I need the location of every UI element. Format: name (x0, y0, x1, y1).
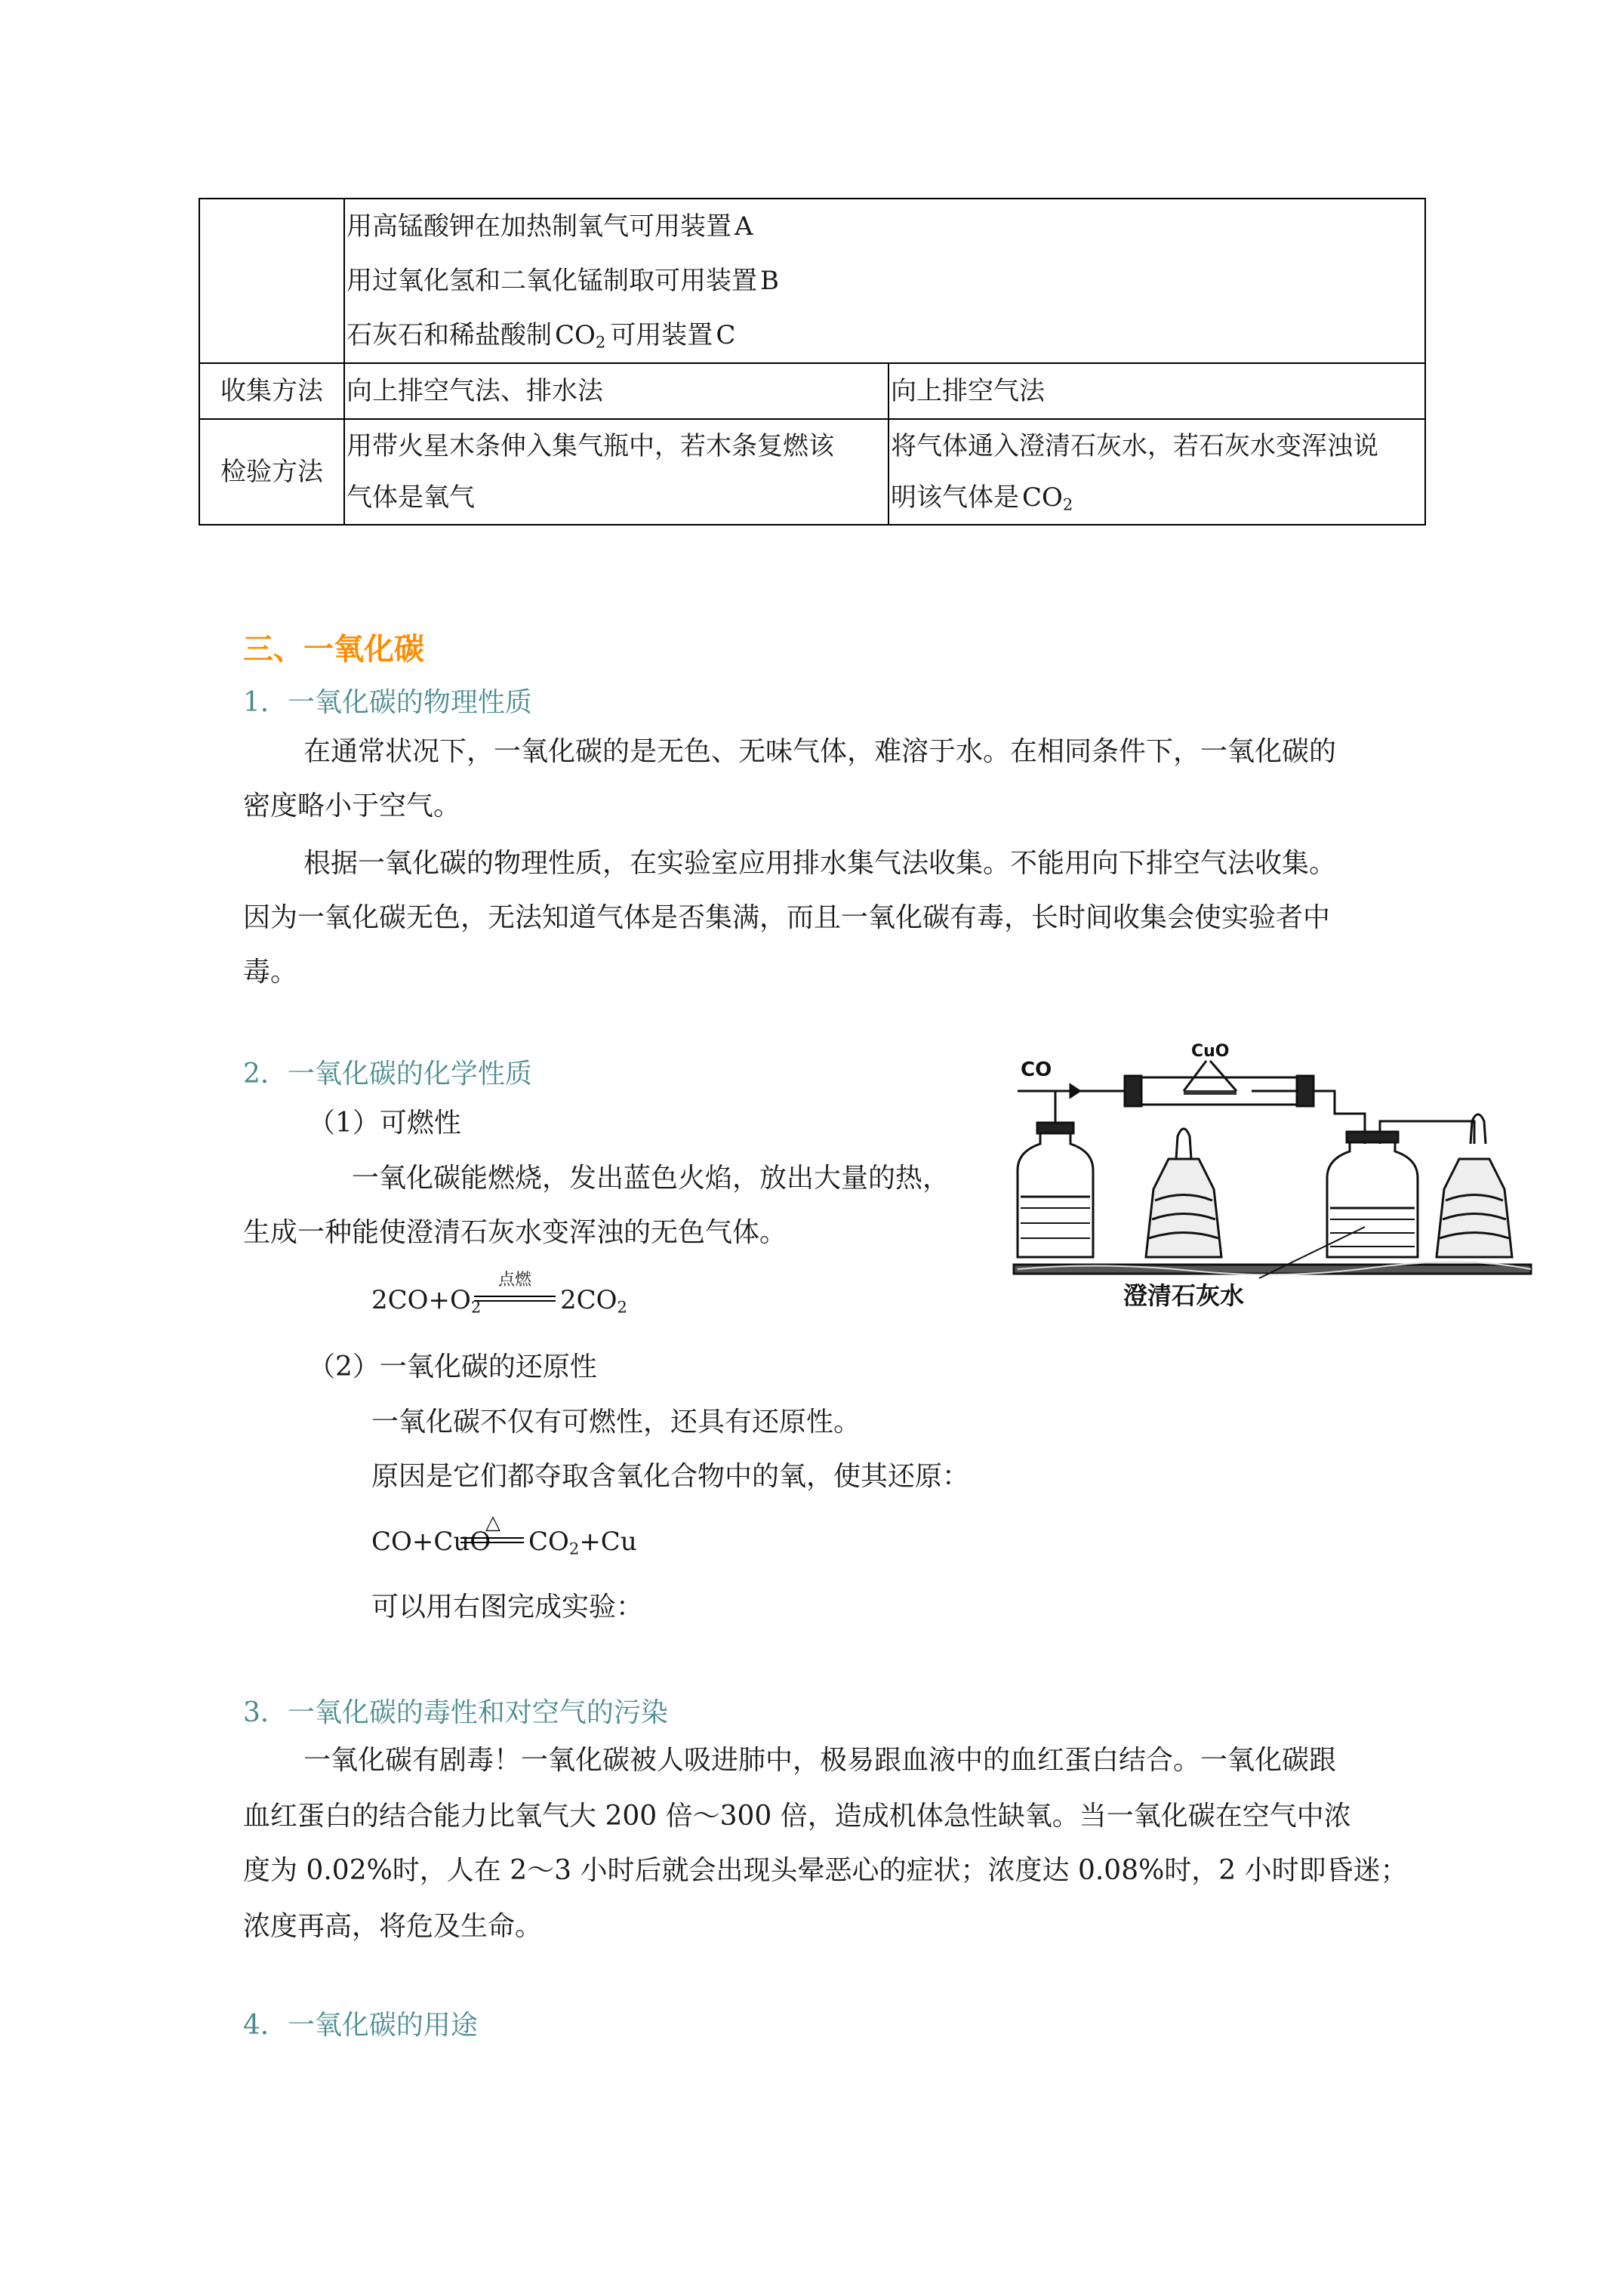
subsection-title: 2．一氧化碳的化学性质 (243, 1059, 532, 1089)
equation-text: +Cu (579, 1527, 637, 1557)
apparatus-line (346, 199, 1423, 254)
cell-text: 用带火星木条伸入集气瓶中，若木条复燃该 (346, 431, 834, 461)
equals-sign (460, 1537, 524, 1543)
table-row (199, 363, 1425, 419)
item-title: （1）可燃性 (308, 1108, 461, 1139)
paragraph-line: 一氧化碳能燃烧，发出蓝色火焰，放出大量的热， (352, 1163, 950, 1194)
subscript: 2 (595, 332, 606, 352)
subscript: 2 (470, 1297, 482, 1317)
stopper (1125, 1076, 1141, 1106)
table-row-label: 检验方法 (199, 419, 344, 525)
cell-text: A (735, 211, 753, 242)
table-row-label: 收集方法 (199, 363, 344, 419)
table-row (199, 419, 1425, 525)
paragraph-line: 在通常状况下，一氧化碳的是无色、无味气体，难溶于水。在相同条件下，一氧化碳的 (303, 736, 1337, 767)
paragraph-line: 可以用右图完成实验： (371, 1592, 644, 1623)
cell-text: CO (555, 320, 596, 350)
cell-text: 明该气体是 (891, 482, 1019, 513)
paragraph-line: 原因是它们都夺取含氧化合物中的氧，使其还原： (371, 1461, 970, 1492)
paragraph-line: 度为 0.02%时，人在 2～3 小时后就会出现头晕恶心的症状；浓度达 0.08%时，2 小时即昏迷； (243, 1855, 1408, 1886)
cell-text: C (716, 320, 736, 350)
equation-text: 2CO (560, 1285, 617, 1315)
paragraph-line: 密度略小于空气。 (243, 791, 461, 821)
apparatus-line (346, 308, 1423, 362)
table-cell (888, 419, 1425, 525)
subsection-title: 1．一氧化碳的物理性质 (243, 687, 532, 718)
paragraph-line: 因为一氧化碳无色，无法知道气体是否集满，而且一氧化碳有毒，长时间收集会使实验者中 (243, 902, 1331, 933)
comparison-table (199, 198, 1426, 525)
cell-text: 用高锰酸钾在加热制氧气可用装置 (346, 211, 731, 242)
equals-sign (474, 1296, 556, 1302)
subscript: 2 (568, 1539, 580, 1558)
equation-right (560, 1285, 627, 1316)
subsection-title: 4．一氧化碳的用途 (243, 2010, 478, 2041)
equation-left (371, 1285, 481, 1316)
paragraph-line: 浓度再高，将危及生命。 (243, 1911, 543, 1942)
alcohol-lamp (1146, 1159, 1221, 1257)
equation-right (528, 1527, 637, 1558)
paragraph-line: 毒。 (243, 957, 298, 988)
table-row (199, 199, 1425, 363)
table-cell: 向上排空气法 (888, 363, 1425, 419)
paragraph-line: 血红蛋白的结合能力比氧气大 200 倍～300 倍，造成机体急性缺氧。当一氧化碳在空气中浓 (243, 1801, 1351, 1832)
subsection-title: 3．一氧化碳的毒性和对空气的污染 (243, 1697, 668, 1728)
paragraph-line: 一氧化碳不仅有可燃性，还具有还原性。 (371, 1407, 861, 1438)
equation-left: CO+CuO (371, 1527, 491, 1557)
cell-text: 可用装置 (610, 320, 713, 350)
item-title: （2）一氧化碳的还原性 (308, 1351, 597, 1382)
reaction-condition: 点燃 (497, 1271, 531, 1290)
stopper (1297, 1076, 1313, 1106)
section-title: 三、一氧化碳 (243, 631, 424, 667)
label-limewater: 澄清石灰水 (1123, 1281, 1245, 1310)
subscript: 2 (1062, 495, 1073, 514)
label-co: CO (1021, 1059, 1052, 1081)
table-cell: 向上排空气法、排水法 (344, 363, 888, 419)
alcohol-lamp (1437, 1159, 1512, 1257)
flame (1471, 1114, 1486, 1144)
cell-text: 用过氧化氢和二氧化锰制取可用装置 (346, 266, 757, 296)
flame (1176, 1129, 1191, 1159)
cell-text: B (760, 266, 779, 296)
equation-text: 2CO+O (371, 1285, 471, 1315)
reaction-condition: △ (485, 1512, 500, 1534)
cell-text: 气体是氧气 (346, 482, 475, 513)
subscript: 2 (617, 1297, 627, 1317)
co-reduction-apparatus-diagram (1010, 1038, 1538, 1325)
equation-text: CO (528, 1527, 569, 1557)
label-cuo: CuO (1191, 1042, 1230, 1061)
paragraph-line: 生成一种能使澄清石灰水变浑浊的无色气体。 (243, 1217, 787, 1248)
table-row-label (199, 199, 344, 363)
apparatus-cell (344, 199, 1425, 363)
paragraph-line: 一氧化碳有剧毒！一氧化碳被人吸进肺中，极易跟血液中的血红蛋白结合。一氧化碳跟 (303, 1745, 1337, 1776)
cell-text: CO (1022, 482, 1063, 513)
cell-text: 石灰石和稀盐酸制 (346, 320, 552, 350)
cell-text: 将气体通入澄清石灰水，若石灰水变浑浊说 (891, 431, 1378, 461)
table-cell (344, 419, 888, 525)
apparatus-line (346, 254, 1423, 308)
paragraph-line: 根据一氧化碳的物理性质，在实验室应用排水集气法收集。不能用向下排空气法收集。 (303, 848, 1337, 879)
cell-text-line (891, 472, 1423, 523)
